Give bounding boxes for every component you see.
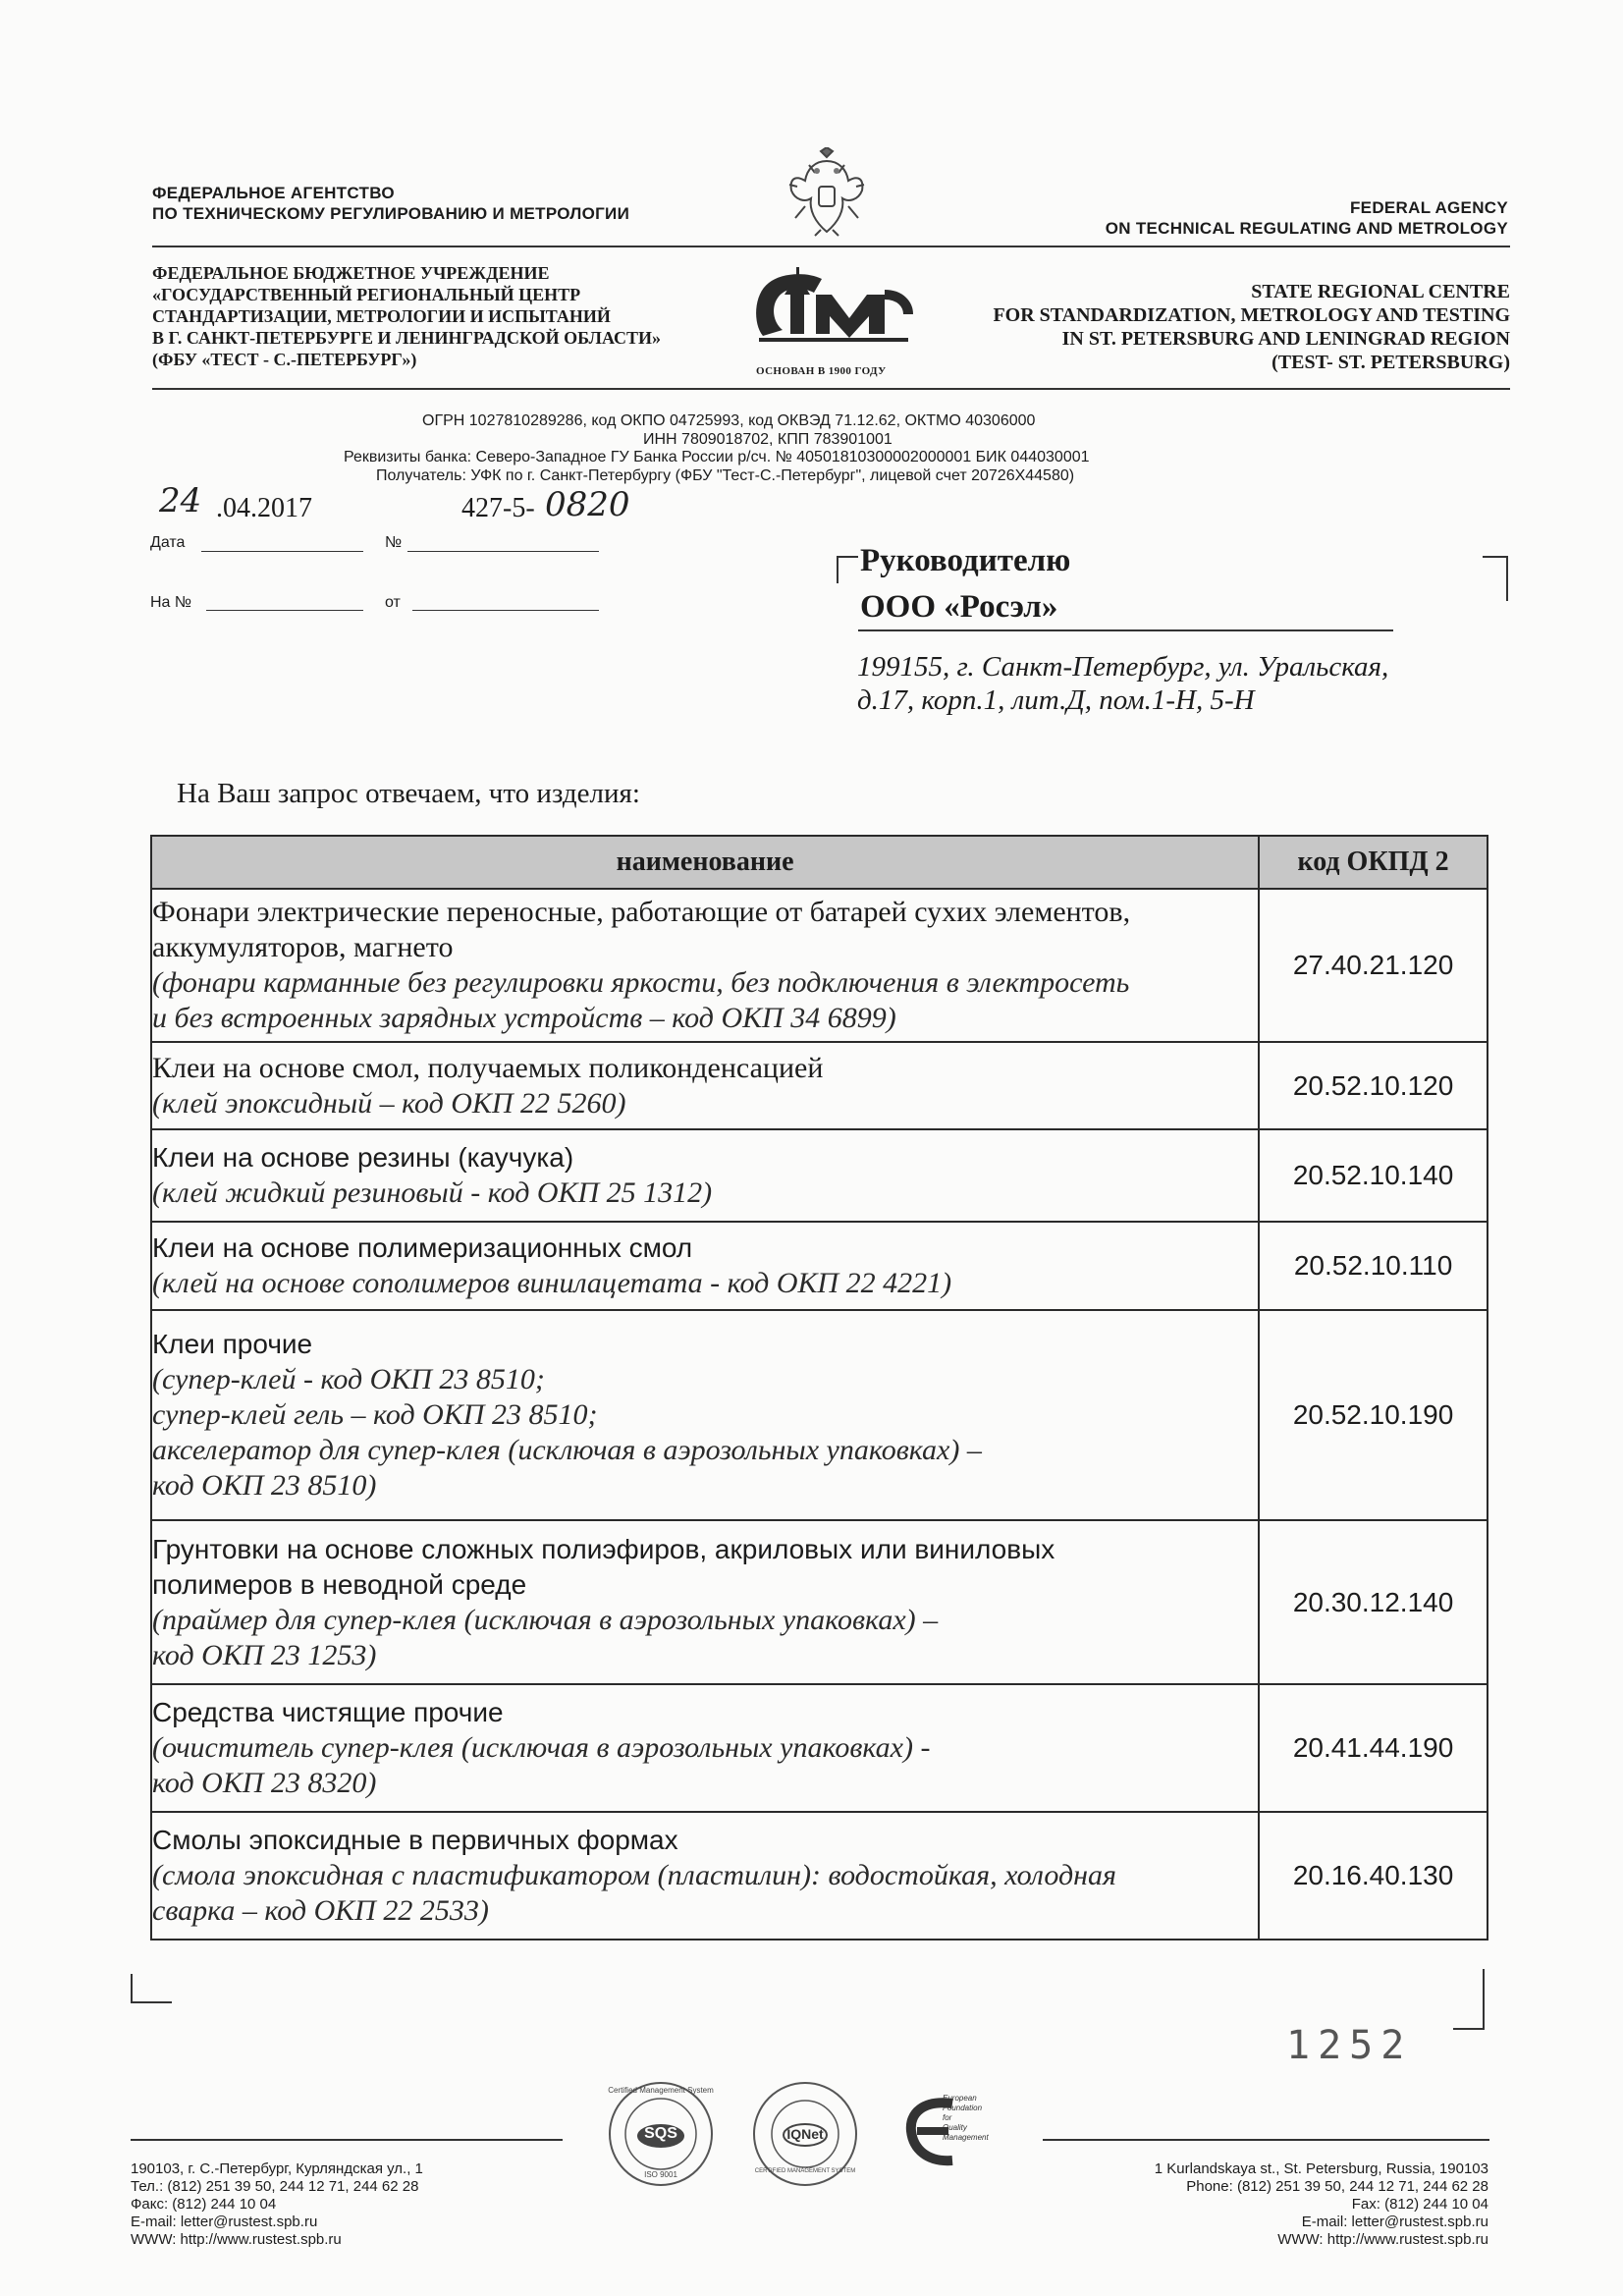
institution-en-line: (TEST- ST. PETERSBURG) [1271, 352, 1510, 373]
institution-en [993, 280, 1510, 374]
recipient-address-line: 199155, г. Санкт-Петербург, ул. Уральская, [857, 651, 1389, 683]
institution-ru-line: В Г. САНКТ-ПЕТЕРБУРГЕ И ЛЕНИНГРАДСКОЙ ОБЛАСТИ» [152, 328, 662, 348]
efqm-line: for [943, 2113, 952, 2122]
institution-ru-line: «ГОСУДАРСТВЕННЫЙ РЕГИОНАЛЬНЫЙ ЦЕНТР [152, 285, 581, 304]
item-code: 20.16.40.130 [1259, 1812, 1488, 1940]
efqm-line: Foundation [943, 2104, 983, 2112]
item-name: Грунтовки на основе сложных полиэфиров, акриловых или виниловых [152, 1533, 1055, 1564]
table-row [151, 1042, 1488, 1129]
recipient-org-underline [858, 629, 1393, 631]
item-name-cell [151, 1812, 1259, 1940]
item-note: сварка – код ОКП 22 2533) [152, 1894, 489, 1927]
iqnet-label: IQNet [786, 2126, 824, 2142]
footer-line: E-mail: letter@rustest.spb.ru [131, 2214, 318, 2230]
footer-rule-right [1043, 2139, 1489, 2141]
item-note: (фонари карманные без регулировки яркости, без подключения в электросеть [152, 966, 1130, 999]
logo-caption: ОСНОВАН В 1900 ГОДУ [756, 365, 887, 377]
item-note: акселератор для супер-клея (исключая в аэрозольных упаковках) – [152, 1434, 982, 1466]
item-name: Фонари электрические переносные, работающие от батарей сухих элементов, [152, 896, 1131, 928]
date-underline [201, 551, 363, 552]
item-name-cell [151, 1222, 1259, 1310]
institution-en-line: IN ST. PETERSBURG AND LENINGRAD REGION [1061, 328, 1510, 350]
efqm-logo-icon [903, 2094, 1031, 2182]
header-divider-bottom [152, 388, 1510, 390]
from-label: от [385, 594, 401, 611]
fold-mark-left [131, 1974, 172, 2003]
ref-underline [206, 610, 363, 611]
item-name-cell [151, 889, 1259, 1042]
from-underline [412, 610, 599, 611]
fold-mark-right [1453, 1969, 1485, 2030]
table-row [151, 1129, 1488, 1222]
footer-line: Fax: (812) 244 10 04 [1351, 2196, 1488, 2213]
requisites-line: ОГРН 1027810289286, код ОКПО 04725993, код ОКВЭД 71.12.62, ОКТМО 40306000 [422, 412, 1036, 429]
agency-ru [152, 183, 629, 224]
item-note: код ОКП 23 8320) [152, 1767, 377, 1799]
item-code: 20.52.10.190 [1259, 1310, 1488, 1520]
item-code: 27.40.21.120 [1259, 889, 1488, 1042]
item-name: аккумуляторов, магнето [152, 931, 454, 963]
item-note: код ОКП 23 8510) [152, 1469, 377, 1502]
agency-en-line2: ON TECHNICAL REGULATING AND METROLOGY [1105, 219, 1508, 238]
address-corner-right [1483, 556, 1508, 601]
item-note: и без встроенных зарядных устройств – код ОКП 34 6899) [152, 1002, 896, 1034]
table-row [151, 1310, 1488, 1520]
letter-number-handwritten: 0820 [545, 485, 630, 524]
table-row [151, 1812, 1488, 1940]
stamp-number: 1252 [1286, 2023, 1413, 2068]
table-row [151, 889, 1488, 1042]
requisites-line: ИНН 7809018702, КПП 783901001 [643, 431, 893, 448]
institution-ru-line: ФЕДЕРАЛЬНОЕ БЮДЖЕТНОЕ УЧРЕЖДЕНИЕ [152, 263, 550, 283]
item-note: супер-клей гель – код ОКП 23 8510; [152, 1398, 598, 1431]
footer-line: WWW: http://www.rustest.spb.ru [1277, 2231, 1488, 2248]
footer-line: Phone: (812) 251 39 50, 244 12 71, 244 62 28 [1186, 2178, 1488, 2195]
item-code: 20.41.44.190 [1259, 1684, 1488, 1812]
iqnet-ring-text: CERTIFIED MANAGEMENT SYSTEM [754, 2168, 856, 2174]
item-code: 20.30.12.140 [1259, 1520, 1488, 1684]
institution-en-line: FOR STANDARDIZATION, METROLOGY AND TESTING [993, 304, 1510, 326]
efqm-line: Quality [943, 2123, 967, 2132]
item-code: 20.52.10.120 [1259, 1042, 1488, 1129]
table-header-row [151, 836, 1488, 889]
item-name: Клеи на основе смол, получаемых поликонденсацией [152, 1051, 824, 1084]
ref-label: На № [150, 594, 192, 611]
letter-number-prefix: 427-5- [461, 493, 535, 523]
item-note: (клей жидкий резиновый - код ОКП 25 1312) [152, 1176, 713, 1209]
items-table [150, 835, 1488, 1941]
number-label: № [385, 534, 403, 551]
agency-ru-line2: ПО ТЕХНИЧЕСКОМУ РЕГУЛИРОВАНИЮ И МЕТРОЛОГИИ [152, 204, 630, 223]
double-eagle-emblem-icon [785, 147, 868, 238]
item-name: Смолы эпоксидные в первичных формах [152, 1825, 678, 1855]
footer-address-ru [131, 2160, 423, 2249]
item-name: Клеи прочие [152, 1329, 313, 1359]
footer-line: 190103, г. С.-Петербург, Курляндская ул., 1 [131, 2160, 423, 2177]
item-name: Клеи на основе полимеризационных смол [152, 1232, 693, 1263]
efqm-text [943, 2094, 989, 2143]
header-divider-top [152, 246, 1510, 247]
footer-rule-left [131, 2139, 563, 2141]
col-name-header: наименование [151, 836, 1259, 889]
requisites-line: Получатель: УФК по г. Санкт-Петербургу (ФБУ "Тест-С.-Петербург", лицевой счет 20726X44580) [376, 467, 1075, 484]
item-name: Средства чистящие прочие [152, 1697, 504, 1727]
sqs-label: SQS [644, 2125, 677, 2142]
institution-ru-line: (ФБУ «ТЕСТ - С.-ПЕТЕРБУРГ») [152, 350, 417, 369]
item-name: Клеи на основе резины (каучука) [152, 1142, 574, 1173]
footer-line: 1 Kurlandskaya st., St. Petersburg, Russia, 190103 [1154, 2160, 1488, 2177]
date-month-year: .04.2017 [216, 493, 312, 523]
recipient-title: Руководителю [860, 543, 1071, 578]
item-name-cell [151, 1129, 1259, 1222]
efqm-line: European [943, 2094, 977, 2103]
recipient-org: ООО «Росэл» [860, 589, 1058, 625]
item-note: (смола эпоксидная с пластификатором (пластилин): водостойкая, холодная [152, 1859, 1116, 1891]
sqs-ring-text: Certified Management System [608, 2086, 714, 2095]
item-note: (клей на основе сополимеров винилацетата - код ОКП 22 4221) [152, 1267, 952, 1299]
iqnet-certification-badge-icon [751, 2080, 859, 2188]
item-note: (клей эпоксидный – код ОКП 22 5260) [152, 1086, 626, 1120]
institution-en-line: STATE REGIONAL CENTRE [1251, 281, 1510, 302]
item-name-cell [151, 1684, 1259, 1812]
csm-logo-icon [751, 265, 918, 363]
table-row [151, 1520, 1488, 1684]
institution-ru-line: СТАНДАРТИЗАЦИИ, МЕТРОЛОГИИ И ИСПЫТАНИЙ [152, 306, 611, 326]
item-note: (праймер для супер-клея (исключая в аэрозольных упаковках) – [152, 1603, 939, 1636]
item-name-cell [151, 1520, 1259, 1684]
sqs-iso-text: ISO 9001 [644, 2170, 677, 2179]
footer-line: Факс: (812) 244 10 04 [131, 2196, 277, 2213]
item-name: полимеров в неводной среде [152, 1568, 527, 1600]
institution-ru [152, 262, 661, 370]
date-label: Дата [150, 534, 186, 551]
agency-en-line1: FEDERAL AGENCY [1350, 198, 1508, 217]
agency-ru-line1: ФЕДЕРАЛЬНОЕ АГЕНТСТВО [152, 184, 395, 202]
footer-line: E-mail: letter@rustest.spb.ru [1301, 2214, 1488, 2230]
footer-line: WWW: http://www.rustest.spb.ru [131, 2231, 342, 2248]
recipient-address-line: д.17, корп.1, лит.Д, пом.1-Н, 5-Н [857, 684, 1255, 716]
sqs-certification-badge-icon [607, 2080, 715, 2188]
footer-line: Тел.: (812) 251 39 50, 244 12 71, 244 62 28 [131, 2178, 419, 2195]
item-note: код ОКП 23 1253) [152, 1638, 377, 1671]
number-underline [407, 551, 599, 552]
item-code: 20.52.10.140 [1259, 1129, 1488, 1222]
requisites-line: Реквизиты банка: Северо-Западное ГУ Банка России р/сч. № 40501810300002000001 БИК 044030001 [344, 449, 1090, 465]
table-row [151, 1684, 1488, 1812]
item-name-cell [151, 1042, 1259, 1129]
item-code: 20.52.10.110 [1259, 1222, 1488, 1310]
item-note: (супер-клей - код ОКП 23 8510; [152, 1363, 545, 1395]
efqm-line: Management [943, 2133, 989, 2142]
item-note: (очиститель супер-клея (исключая в аэрозольных упаковках) - [152, 1731, 931, 1764]
date-day-handwritten: 24 [159, 481, 202, 520]
table-row [151, 1222, 1488, 1310]
agency-en [1106, 197, 1508, 239]
address-corner-left [837, 556, 858, 583]
footer-address-en [1155, 2160, 1488, 2249]
intro-text: На Ваш запрос отвечаем, что изделия: [177, 778, 640, 809]
recipient-address [857, 650, 1388, 717]
item-name-cell [151, 1310, 1259, 1520]
col-code-header: код ОКПД 2 [1259, 836, 1488, 889]
